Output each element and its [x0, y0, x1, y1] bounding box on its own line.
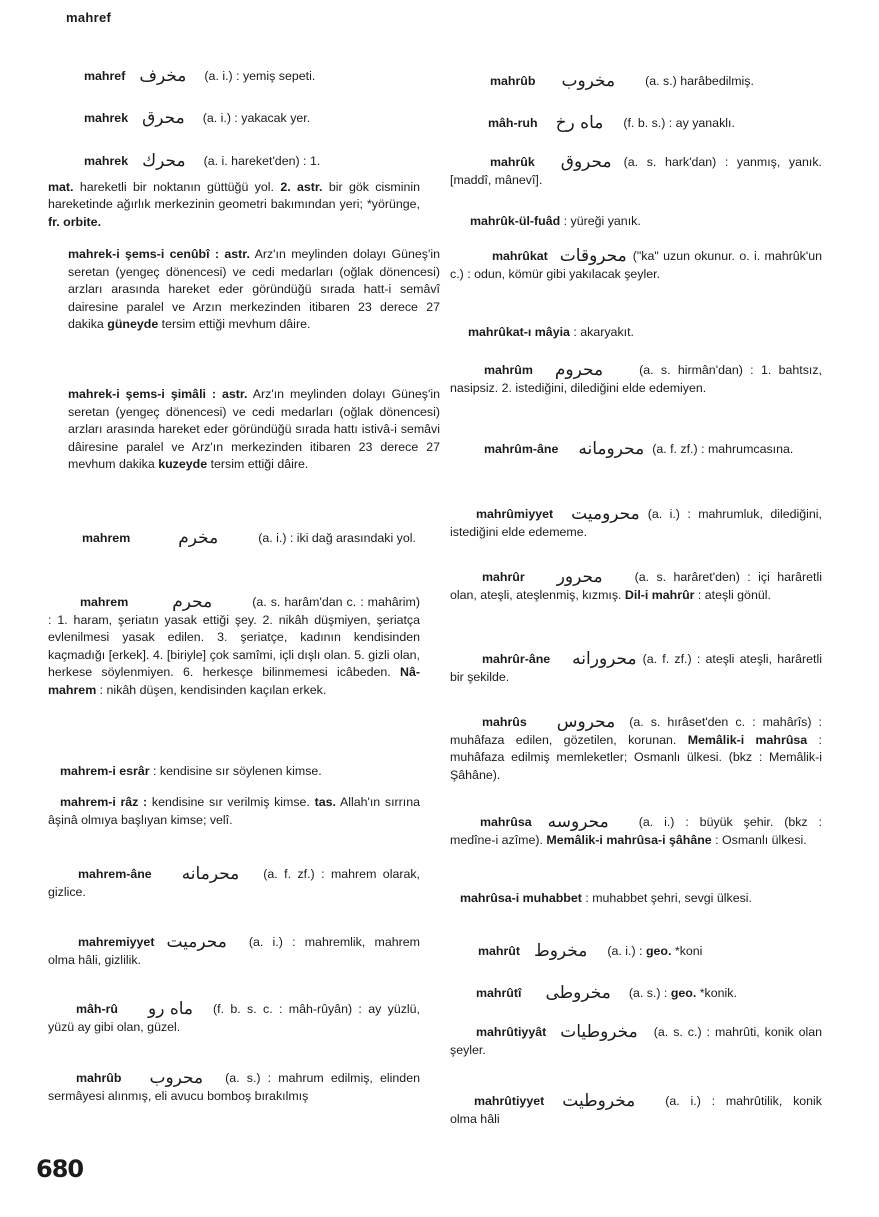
- entry-mahrum-ane: [450, 441, 822, 459]
- entry-mahrus: [450, 714, 822, 784]
- definition: ("ka" uzun okunur. o. i. mahrûk'un c.) : odun, kömür gibi yakılacak şeyler.: [450, 249, 822, 281]
- headword: mahrûsa: [480, 815, 532, 829]
- arabic-script: محروسه: [547, 812, 609, 832]
- headword: mahrût: [478, 944, 520, 958]
- field-label: mat.: [48, 179, 74, 194]
- definition: : akaryakıt.: [573, 325, 634, 339]
- arabic-script: محروب: [149, 1068, 204, 1088]
- headword: mahrûkat-ı mâyia: [468, 325, 570, 339]
- definition: (a. f. zf.) : mahrumcasına.: [652, 442, 794, 456]
- headword: mâh-rû: [76, 1002, 118, 1016]
- emphasis: tas.: [314, 795, 336, 809]
- entry-mahrub-2: [450, 73, 822, 91]
- definition: *koni: [671, 944, 703, 958]
- entry-mahrut: [450, 943, 822, 961]
- entry-mahrek-semsi-cenubi: [48, 246, 440, 334]
- arabic-script: محرور: [556, 567, 603, 587]
- definition: : Osmanlı ülkesi.: [711, 832, 807, 847]
- emphasis: Memâlik-i mahrûsa: [687, 732, 808, 747]
- arabic-script: ماه رو: [148, 999, 194, 1019]
- definition: (a. i.) : büyük şehir. (bkz : medîne-i azîme).: [450, 815, 822, 847]
- entry-mahruk-ul-fuad: [450, 213, 822, 231]
- headword: mahrek-i şems-i cenûbî : astr.: [68, 247, 250, 261]
- definition: (a. f. zf.) : mahrem olarak, gizlice.: [48, 867, 420, 899]
- arabic-script: محرميت: [166, 932, 227, 952]
- definition: (a. i.) : yemiş sepeti.: [204, 69, 316, 83]
- definition: : kendisine sır söylenen kimse.: [153, 764, 322, 778]
- definition: : ateşli gönül.: [694, 587, 771, 602]
- headword: mahrûtî: [476, 986, 522, 1000]
- entry-mah-ruh: [450, 115, 822, 133]
- definition: (a. s.) :: [628, 986, 671, 1000]
- emphasis: Memâlik-i mahrûsa-i şâhâne: [546, 832, 712, 847]
- entry-mahrek-semsi-simali: [48, 386, 440, 474]
- arabic-script: مخروط: [534, 941, 588, 961]
- definition: (a. s. hirmân'dan) : 1. bahtsız, nasipsiz. 2. istediğini, dilediğini elde edemiyen.: [450, 363, 822, 395]
- definition: kendisine sır verilmiş kimse.: [151, 795, 315, 809]
- definition: (a. s. hırâset'den c. : mahârîs) : muhâfaza edilen, gözetilen, korunan.: [450, 715, 822, 747]
- definition: (a. i.) : iki dağ arasındaki yol.: [258, 531, 416, 545]
- definition: : nikâh düşen, kendisinden kaçılan erkek.: [96, 682, 327, 697]
- entry-mah-ru: [48, 1001, 420, 1036]
- entry-mahrum: [450, 362, 822, 397]
- headword: mahrûk: [490, 155, 535, 169]
- entry-mahremiyyet: [48, 934, 420, 969]
- entry-mahrem-i-raz: [48, 794, 420, 829]
- arabic-script: مخروطیات: [560, 1022, 638, 1042]
- entry-mahrur: [450, 569, 822, 604]
- entry-mahrek-2: [48, 153, 420, 231]
- definition: (a. i. hareket'den) : 1.: [203, 154, 321, 168]
- arabic-script: محروقات: [559, 246, 627, 266]
- headword: mahrem-i esrâr: [60, 764, 150, 778]
- headword: mahrûb: [490, 74, 536, 88]
- entry-mahrusa-i-muhabbet: [450, 890, 822, 908]
- arabic-script: مخرم: [178, 528, 219, 548]
- headword: mahref: [84, 69, 126, 83]
- arabic-script: ماه رخ: [555, 113, 604, 133]
- definition: tersim ettiği dâire.: [207, 457, 309, 471]
- arabic-script: مخروطیت: [562, 1091, 636, 1111]
- definition: Arz'ın meylinden dolayı Güneş'in seretan (yengeç dönencesi) ve cedi medarları (oğlak dönencesi) arzları arasında hareket eder göründüğü sırada hattı istivâ-i semâvi dâiresine paralel ve Arz'ın merkezinden itibaren 23 derece 27 mevhum dakika: [68, 387, 441, 471]
- definition: (a. s.) : mahrum edilmiş, elinden sermâyesi alınmış, eli avucu bomboş bırakılmış: [48, 1071, 420, 1103]
- entry-mahrukat: [450, 248, 822, 283]
- headword: mahremiyyet: [78, 935, 155, 949]
- definition: (a. i.) : yakacak yer.: [202, 111, 311, 125]
- entry-mahrur-ane: [450, 651, 822, 686]
- arabic-script: محروم: [554, 360, 604, 380]
- emphasis: kuzeyde: [158, 457, 208, 471]
- arabic-script: محرك: [142, 151, 186, 171]
- entry-mahrem-i-esrar: [48, 763, 420, 781]
- definition: bir gök cisminin hareketinde ağırlık merkezinin geometri bakımından yeri; *yörünge,: [48, 179, 421, 211]
- definition: *konik.: [696, 986, 737, 1000]
- definition: Allah'ın sırrına âşinâ olmıya başlıyan kimse; velî.: [48, 795, 420, 827]
- definition: hareketli bir noktanın güttüğü yol.: [73, 179, 281, 194]
- definition: tersim ettiği mevhum dâire.: [158, 317, 311, 331]
- definition: : yüreği yanık.: [563, 214, 641, 228]
- definition: (f. b. s.) : ay yanaklı.: [623, 116, 735, 130]
- definition: (a. i.) : mahremlik, mahrem olma hâli, gizlilik.: [48, 935, 420, 967]
- headword: mahrûr: [482, 570, 525, 584]
- entry-mahrutiyyet: [450, 1093, 822, 1128]
- arabic-script: محرومانه: [578, 439, 645, 459]
- headword: mahrek: [84, 154, 129, 168]
- entry-mahrek-1: [48, 110, 456, 128]
- definition: (f. b. s. c. : mâh-rûyân) : ay yüzlü, yüzü ay gibi olan, güzel.: [48, 1002, 420, 1034]
- headword: mahrek: [84, 111, 129, 125]
- emphasis: geo.: [670, 986, 697, 1000]
- headword: mahrem: [80, 595, 129, 609]
- headword: mahrûs: [482, 715, 527, 729]
- emphasis: güneyde: [107, 317, 159, 331]
- entry-mahrumiyyet: [450, 506, 822, 541]
- definition: (a. s. harâret'den) : içi harâretli olan, ateşli, ateşlenmiş, kızmış.: [450, 570, 822, 602]
- arabic-script: محرومیت: [571, 504, 640, 524]
- emphasis: geo.: [645, 944, 672, 958]
- headword: mahrek-i şems-i şimâli : astr.: [68, 387, 248, 401]
- definition: Arz'ın meylinden dolayı Güneş'in seretan (yengeç dönencesi) ve cedi medarları (oğlak dönencesi) arzları arasında hareket eder göründüğü sırada hatt-i semâvî dairesine paralel ve Arzın merkezinden itibaren 23 derece 27 dakika: [68, 247, 440, 331]
- headword: mahrem-âne: [78, 867, 152, 881]
- entry-mahrub-1: [48, 1070, 420, 1105]
- entry-mahrusa: [450, 814, 822, 849]
- headword: mahrûm-âne: [484, 442, 559, 456]
- headword: mâh-ruh: [488, 116, 538, 130]
- headword: mahrûr-âne: [482, 652, 551, 666]
- page-number: 680: [36, 1155, 84, 1183]
- definition: (a. f. zf.) : ateşli ateşli, harâretli bir şekilde.: [450, 652, 822, 684]
- headword: mahrûmiyyet: [476, 507, 554, 521]
- definition: (a. i.) : mahrûtilik, konik olma hâli: [450, 1094, 822, 1126]
- entry-mahrutiyyat: [450, 1024, 822, 1059]
- entry-mahruk: [450, 154, 822, 189]
- arabic-script: محرورانه: [572, 649, 637, 669]
- definition: (a. s. harâm'dan c. : mahârim) : 1. haram, şeriatın yasak ettiği şey. 2. nikâh düşmiyen, şeriatça evlenilmesi yasak edilen. 3. şeriatçe, kadının kendisinden kaçmadığı [erkek]. 4. [biriyle] çok samîmi, içli dışlı olan. 5. gizli olan, herkese söylenmiyen. 6. herkesçe bilinmemesi icâbeden.: [48, 595, 420, 679]
- headword: mahrûm: [484, 363, 533, 377]
- headword: mahrem-i râz :: [60, 795, 148, 809]
- definition: (a. s. c.) : mahrûti, konik olan şeyler.: [450, 1025, 822, 1057]
- entry-mahref: [48, 68, 456, 86]
- arabic-script: محرم: [172, 592, 213, 612]
- definition: (a. s. hark'dan) : yanmış, yanık. [maddî, mânevî].: [450, 155, 822, 187]
- entry-mahrukat-i-mayia: [450, 324, 822, 342]
- headword: mahrem: [82, 531, 131, 545]
- arabic-script: مخروطی: [545, 983, 611, 1003]
- entry-mahrem-1: [48, 530, 420, 548]
- entry-mahrem-2: [48, 594, 420, 699]
- entry-mahrem-ane: [48, 866, 420, 901]
- arabic-script: محروق: [560, 152, 612, 172]
- headword: mahrûtiyyât: [476, 1025, 547, 1039]
- headword: mahrûb: [76, 1071, 122, 1085]
- definition: (a. i.) :: [607, 944, 646, 958]
- emphasis: Nâ-mahrem: [48, 665, 420, 697]
- arabic-script: مخروب: [561, 71, 616, 91]
- definition: : muhabbet şehri, sevgi ülkesi.: [585, 891, 752, 905]
- arabic-script: محروس: [556, 712, 616, 732]
- arabic-script: محرق: [142, 108, 185, 128]
- emphasis: Dil-i mahrûr: [624, 587, 695, 602]
- running-head: mahref: [66, 10, 112, 25]
- arabic-script: مخرف: [139, 66, 187, 86]
- headword: mahrûkat: [492, 249, 548, 263]
- headword: mahrûk-ül-fuâd: [470, 214, 561, 228]
- headword: mahrûsa-i muhabbet: [460, 891, 582, 905]
- arabic-script: محرمانه: [181, 864, 240, 884]
- definition: : muhâfaza edilmiş memleketler; Osmanlı ülkesi. (bkz : Memâlik-i Şâhâne).: [450, 732, 823, 782]
- headword: mahrûtiyyet: [474, 1094, 545, 1108]
- definition: (a. s.) harâbedilmiş.: [645, 74, 754, 88]
- definition: (a. i.) : mahrumluk, dilediğini, istediğini elde edememe.: [450, 507, 822, 539]
- entry-mahruti: [450, 985, 822, 1003]
- field-label: 2. astr.: [280, 179, 323, 194]
- field-label: fr. orbite.: [48, 214, 102, 229]
